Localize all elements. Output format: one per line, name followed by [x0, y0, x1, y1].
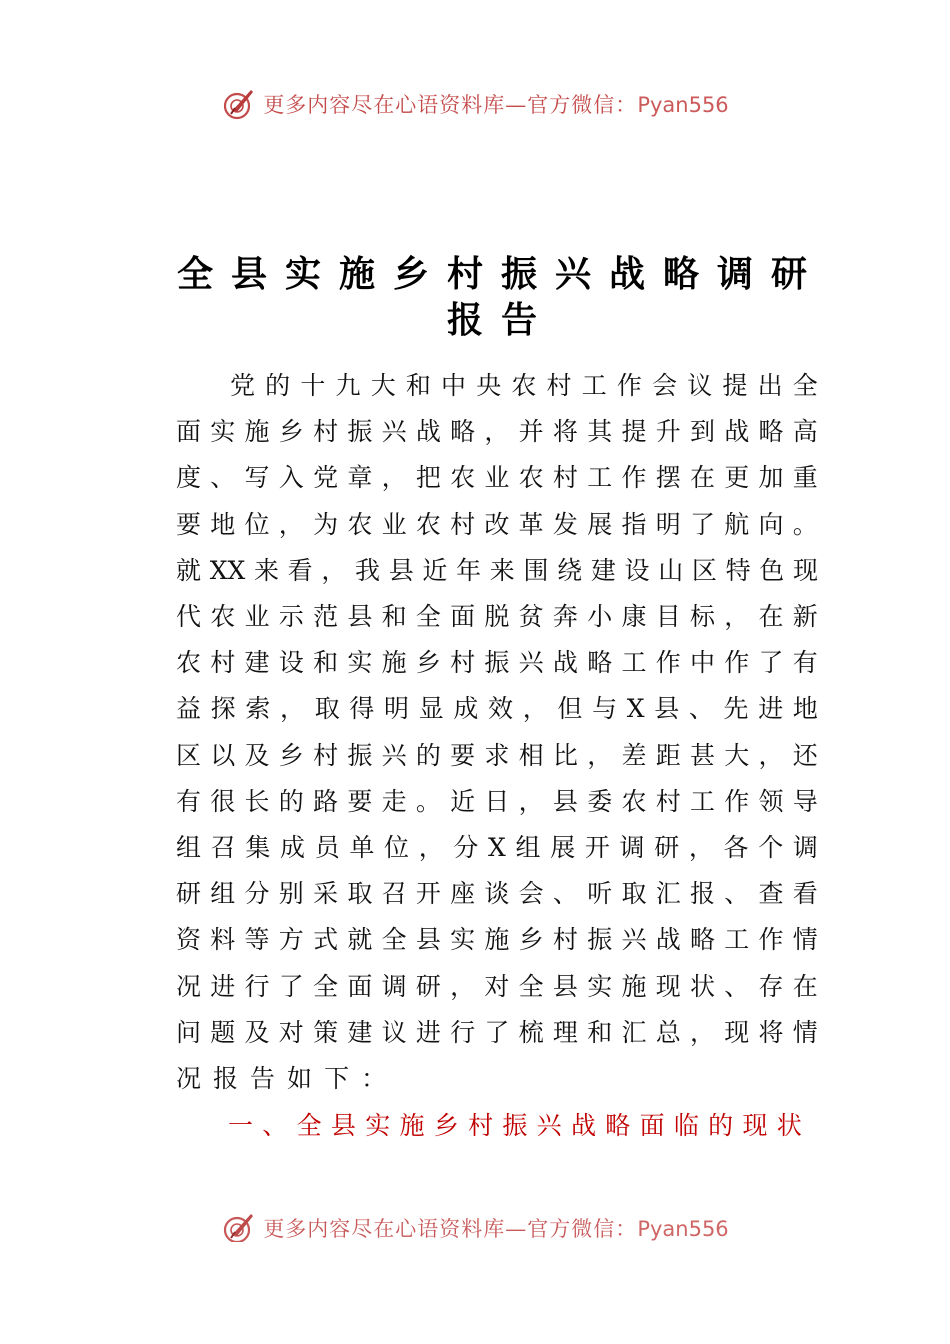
- quill-logo-icon: [221, 1210, 257, 1242]
- paragraph-line: 况 报 告 如 下 ：: [176, 1064, 387, 1093]
- watermark-header: [0, 84, 950, 124]
- document-title-line-2: 报告: [446, 300, 555, 341]
- paragraph-line: 代 农 业 示 范 县 和 全 面 脱 贫 奔 小 康 目 标 ， 在 新: [176, 602, 818, 631]
- section-heading: 一 、 全 县 实 施 乡 村 振 兴 战 略 面 临 的 现 状: [228, 1111, 802, 1140]
- watermark-id: Pyan556: [637, 93, 729, 117]
- paragraph-line: 面 实 施 乡 村 振 兴 战 略 ， 并 将 其 提 升 到 战 略 高: [176, 417, 818, 447]
- quill-logo-icon: [221, 86, 257, 122]
- paragraph-line: 区 以 及 乡 村 振 兴 的 要 求 相 比 ， 差 距 甚 大 ， 还: [176, 740, 818, 770]
- paragraph-line: 资 料 等 方 式 就 全 县 实 施 乡 村 振 兴 战 略 工 作 情: [176, 925, 818, 955]
- paragraph-line: 研 组 分 别 采 取 召 开 座 谈 会 、 听 取 汇 报 、 查 看: [176, 879, 818, 909]
- watermark-footer: [0, 1206, 950, 1242]
- paragraph-line: 益 探 索 ， 取 得 明 显 成 效 ， 但 与 X 县 、 先 进 地: [176, 694, 818, 724]
- paragraph-line: 就 XX 来 看 ， 我 县 近 年 来 围 绕 建 设 山 区 特 色 现: [176, 555, 818, 585]
- paragraph-line: 党 的 十 九 大 和 中 央 农 村 工 作 会 议 提 出 全: [230, 371, 818, 400]
- paragraph-line: 问 题 及 对 策 建 议 进 行 了 梳 理 和 汇 总 ， 现 将 情: [176, 1017, 818, 1047]
- paragraph-line: 农 村 建 设 和 实 施 乡 村 振 兴 战 略 工 作 中 作 了 有: [176, 648, 818, 678]
- paragraph-line: 要 地 位 ， 为 农 业 农 村 改 革 发 展 指 明 了 航 向 。: [176, 509, 818, 539]
- paragraph-line: 况 进 行 了 全 面 调 研 ， 对 全 县 实 施 现 状 、 存 在: [176, 971, 818, 1001]
- watermark-text: 更多内容尽在心语资料库—官方微信：Pyan556: [263, 93, 729, 117]
- watermark-id: Pyan556: [637, 1217, 729, 1241]
- paragraph-line: 有 很 长 的 路 要 走 。 近 日 ， 县 委 农 村 工 作 领 导: [176, 786, 818, 816]
- paragraph-line: 度 、 写 入 党 章 ， 把 农 业 农 村 工 作 摆 在 更 加 重: [176, 463, 818, 493]
- document-title-line-1: 全县实施乡村振兴战略调研: [176, 254, 825, 295]
- paragraph-line: 组 召 集 成 员 单 位 ， 分 X 组 展 开 调 研 ， 各 个 调: [176, 833, 818, 862]
- watermark-text: 更多内容尽在心语资料库—官方微信：Pyan556: [263, 1217, 729, 1241]
